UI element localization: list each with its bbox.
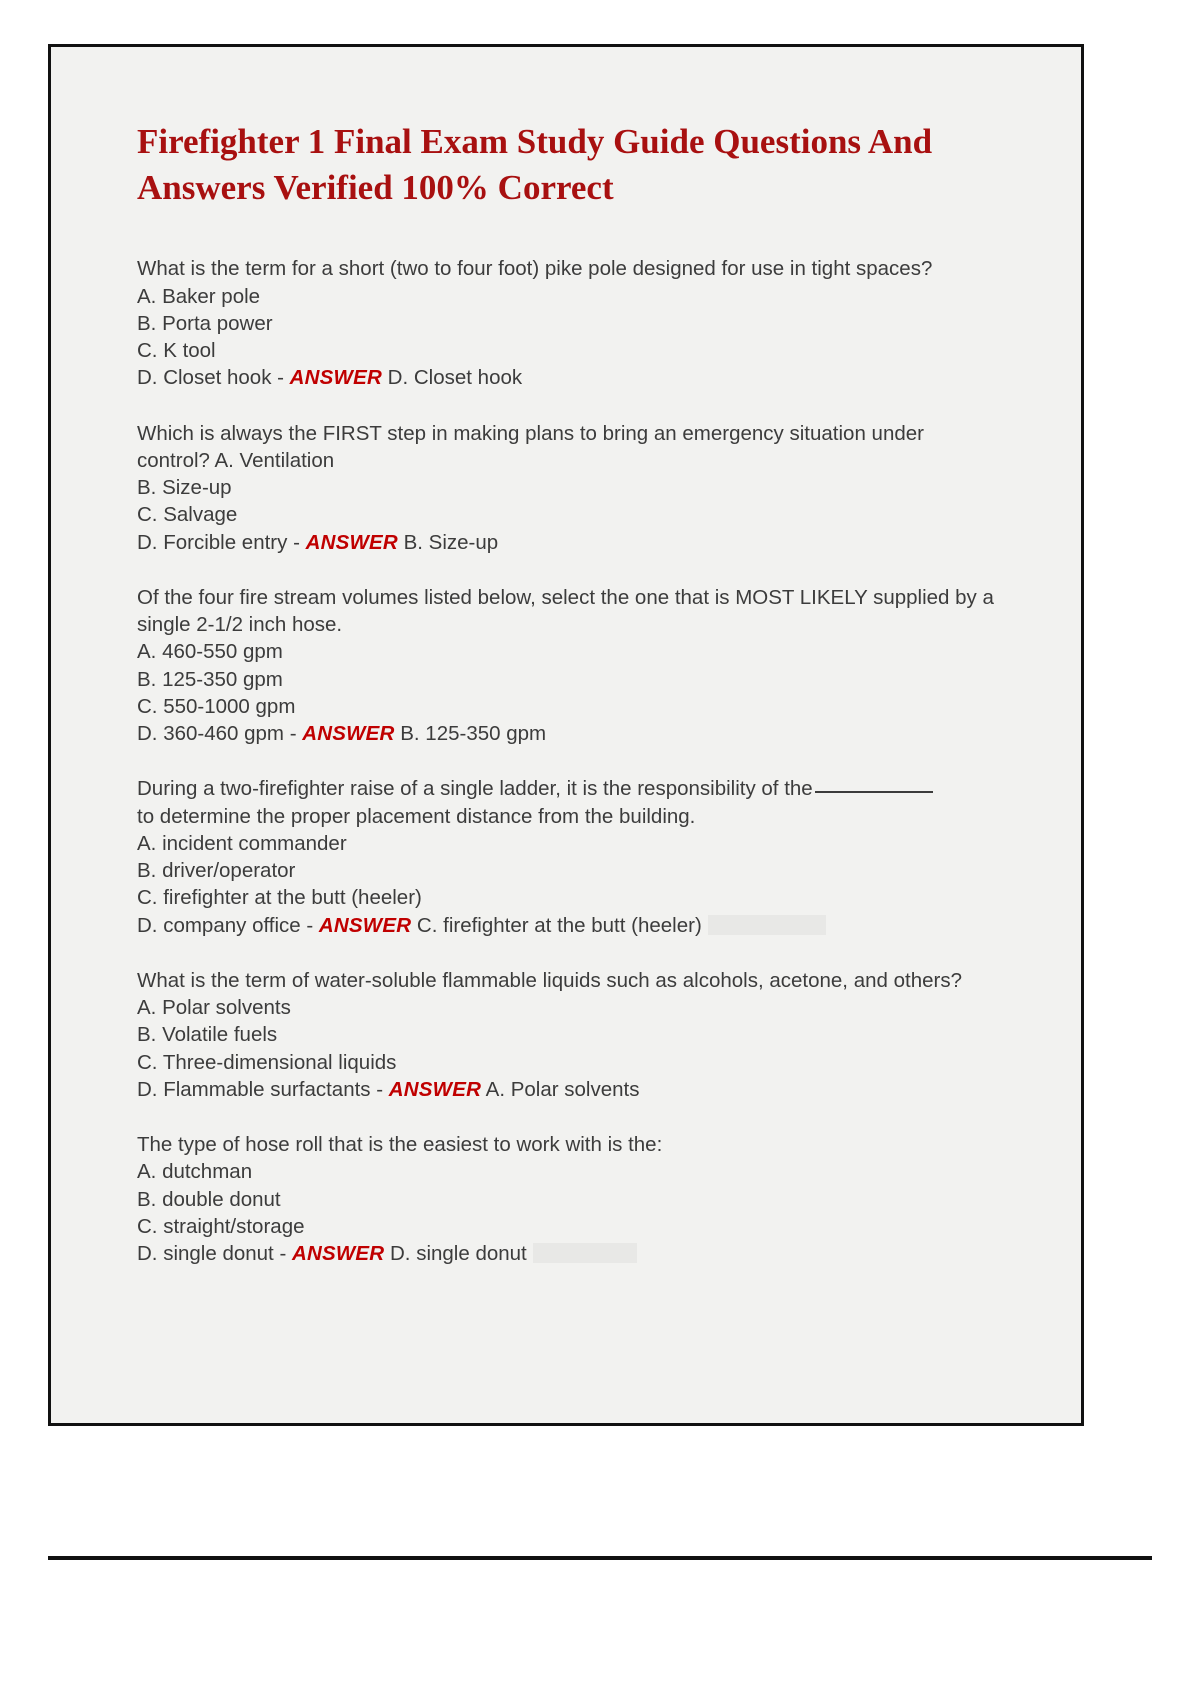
document-page xyxy=(48,44,1084,1426)
answer-option: D. Flammable surfactants - xyxy=(137,1077,389,1101)
question-prompt: Which is always the FIRST step in making plans to bring an emergency situation under control? A. Ventilation xyxy=(137,421,924,472)
answer-option: B. Volatile fuels xyxy=(137,1023,278,1047)
fill-in-blank xyxy=(815,791,933,793)
page-gap xyxy=(0,1470,1200,1474)
document-body xyxy=(51,47,1081,1335)
answer-label: ANSWER xyxy=(318,913,412,937)
page-title: Firefighter 1 Final Exam Study Guide Questions And Answers Verified 100% Correct xyxy=(137,122,933,208)
question-block xyxy=(137,775,997,939)
question-prompt-part1: During a two-firefighter raise of a single ladder, it is the responsibility of the xyxy=(137,777,813,801)
question-block xyxy=(137,584,997,748)
question-prompt xyxy=(137,775,997,830)
answer-option: D. company office - xyxy=(137,913,319,937)
answer-value: D. Closet hook xyxy=(381,366,523,390)
answer-option: C. straight/storage xyxy=(137,1214,305,1238)
answer-option: B. Size-up xyxy=(137,476,232,500)
answer-value: A. Polar solvents xyxy=(481,1077,640,1101)
question-block xyxy=(137,967,997,1103)
answer-label: ANSWER xyxy=(291,1242,385,1266)
answer-line xyxy=(137,1240,997,1267)
answer-option: B. 125-350 gpm xyxy=(137,667,283,691)
answer-option: C. 550-1000 gpm xyxy=(137,694,296,718)
question-prompt-part2: to determine the proper placement distance from the building. xyxy=(137,804,696,828)
answer-line xyxy=(137,1076,997,1103)
answer-option: A. incident commander xyxy=(137,831,347,855)
answer-line xyxy=(137,364,997,391)
answer-option: C. K tool xyxy=(137,339,216,363)
answer-option: D. 360-460 gpm - xyxy=(137,722,303,746)
answer-option: C. firefighter at the butt (heeler) xyxy=(137,886,422,910)
answer-line xyxy=(137,720,997,747)
text-highlight xyxy=(533,1243,637,1263)
answer-line xyxy=(137,912,997,939)
next-page-top-border xyxy=(48,1556,1152,1560)
answer-value: B. Size-up xyxy=(397,530,499,554)
question-block xyxy=(137,420,997,556)
answer-option: A. Baker pole xyxy=(137,284,261,308)
text-highlight xyxy=(708,915,826,935)
answer-label: ANSWER xyxy=(289,366,382,390)
answer-value: D. single donut xyxy=(384,1242,527,1266)
answer-label: ANSWER xyxy=(388,1077,482,1101)
answer-label: ANSWER xyxy=(305,530,398,554)
answer-option: C. Salvage xyxy=(137,503,238,527)
answer-label: ANSWER xyxy=(302,722,395,746)
answer-value: C. firefighter at the butt (heeler) xyxy=(411,913,702,937)
answer-option: B. driver/operator xyxy=(137,859,296,883)
answer-value: B. 125-350 gpm xyxy=(394,722,547,746)
answer-option: A. dutchman xyxy=(137,1160,253,1184)
answer-option: A. Polar solvents xyxy=(137,996,291,1020)
question-prompt: Of the four fire stream volumes listed below, select the one that is MOST LIKELY supplied by a single 2-1/2 inch hose. xyxy=(137,585,994,637)
answer-option: D. Closet hook - xyxy=(137,366,290,390)
question-prompt: What is the term of water-soluble flammable liquids such as alcohols, acetone, and others? xyxy=(137,968,962,992)
answer-option: A. 460-550 gpm xyxy=(137,640,283,664)
answer-line xyxy=(137,529,997,556)
answer-option: C. Three-dimensional liquids xyxy=(137,1050,397,1074)
answer-option: D. Forcible entry - xyxy=(137,530,306,554)
question-prompt: The type of hose roll that is the easiest to work with is the: xyxy=(137,1133,663,1157)
question-block xyxy=(137,255,997,391)
question-prompt: What is the term for a short (two to four foot) pike pole designed for use in tight spaces? xyxy=(137,257,933,281)
question-block xyxy=(137,1131,997,1267)
answer-option: B. double donut xyxy=(137,1187,281,1211)
answer-option: D. single donut - xyxy=(137,1242,292,1266)
answer-option: B. Porta power xyxy=(137,311,273,335)
